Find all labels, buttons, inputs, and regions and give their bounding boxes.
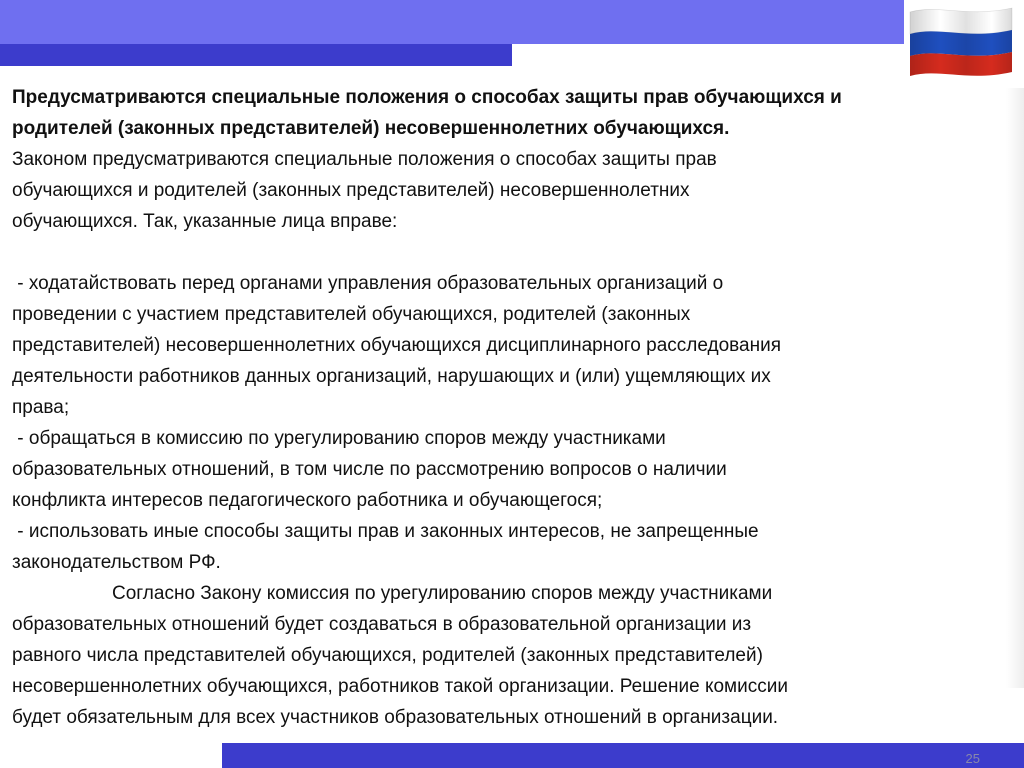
conclusion-text: Согласно Закону комиссия по урегулированию споров между участниками (112, 583, 773, 604)
conclusion-line (12, 578, 992, 609)
intro-line: обучающихся и родителей (законных представителей) несовершеннолетних (12, 180, 690, 201)
page-number: 25 (965, 751, 980, 766)
russian-flag-icon (908, 6, 1014, 76)
heading-line-2: родителей (законных представителей) несовершеннолетних обучающихся. (12, 118, 730, 139)
list-item-line: конфликта интересов педагогического работника и обучающегося; (12, 490, 603, 511)
list-item-line: деятельности работников данных организаций, нарушающих и (или) ущемляющих их (12, 366, 771, 387)
list-item-line: образовательных отношений, в том числе по рассмотрению вопросов о наличии (12, 459, 727, 480)
header-band-accent (0, 44, 512, 66)
conclusion-line: несовершеннолетних обучающихся, работников такой организации. Решение комиссии (12, 676, 788, 697)
intro-line: Законом предусматриваются специальные положения о способах защиты прав (12, 149, 717, 170)
list-item-line: - обращаться в комиссию по урегулированию споров между участниками (12, 428, 666, 449)
paragraph-spacer (12, 237, 992, 268)
conclusion-line: равного числа представителей обучающихся, родителей (законных представителей) (12, 645, 763, 666)
conclusion-line: образовательных отношений будет создаваться в образовательной организации из (12, 614, 752, 635)
conclusion-line: будет обязательным для всех участников образовательных отношений в организации. (12, 707, 779, 728)
header-band (0, 0, 1024, 44)
footer-band (222, 743, 1024, 768)
list-item-line: - использовать иные способы защиты прав и законных интересов, не запрещенные (12, 521, 759, 542)
list-item-line: - ходатайствовать перед органами управления образовательных организаций о (12, 273, 724, 294)
list-item-line: права; (12, 397, 70, 418)
intro-line: обучающихся. Так, указанные лица вправе: (12, 211, 398, 232)
heading-line-1: Предусматриваются специальные положения о способах защиты прав обучающихся и (12, 87, 842, 108)
list-item-line: представителей) несовершеннолетних обучающихся дисциплинарного расследования (12, 335, 781, 356)
list-item-line: законодательством РФ. (12, 552, 221, 573)
right-edge-shade (1006, 88, 1024, 688)
slide-body (12, 82, 992, 733)
list-item-line: проведении с участием представителей обучающихся, родителей (законных (12, 304, 691, 325)
